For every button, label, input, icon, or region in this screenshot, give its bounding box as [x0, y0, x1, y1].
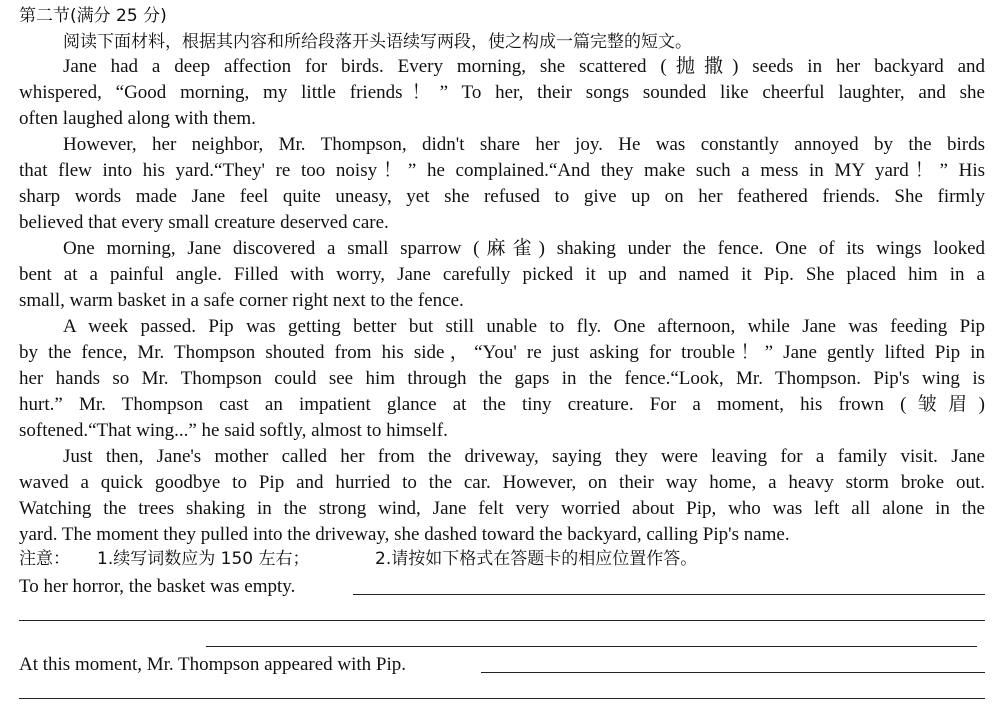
passage-p2-line-1: However, her neighbor, Mr. Thompson, didn't share her joy. He was constantly annoyed by the birds [63, 134, 985, 155]
answer-line-row-3 [19, 626, 985, 652]
prompt-first: To her horror, the basket was empty. [19, 576, 296, 597]
passage-p4-line-5: softened.“That wing...” he said softly, almost to himself. [19, 420, 448, 441]
answer-line-row-4 [19, 652, 985, 678]
passage-p4-line-4: hurt.” Mr. Thompson cast an impatient glance at the tiny creature. For a moment, his frown (皱眉) [19, 394, 985, 415]
answer-line-row-5 [19, 678, 985, 704]
notes-item-2: 2.请按如下格式在答题卡的相应位置作答。 [375, 549, 698, 569]
passage-p5-line-3: Watching the trees shaking in the strong wind, Jane felt very worried about Pip, who was left all alone in the [19, 498, 985, 519]
passage-p2-line-4: believed that every small creature deserved care. [19, 212, 389, 233]
answer-underline-3[interactable] [206, 646, 977, 647]
passage-p3-line-2: bent at a painful angle. Filled with worry, Jane carefully picked it up and named it Pip. She placed him in a [19, 264, 985, 285]
section-title: 第二节(满分 25 分) [19, 6, 167, 26]
passage-p2-line-3: sharp words made Jane feel quite uneasy, yet she refused to give up on her feathered friends. She firmly [19, 186, 985, 207]
answer-line-row-1 [19, 574, 985, 600]
passage-p4-line-3: her hands so Mr. Thompson could see him through the gaps in the fence.“Look, Mr. Thompson. Pip's wing is [19, 368, 985, 389]
passage-p4-line-2: by the fence, Mr. Thompson shouted from his side，“You' re just asking for trouble！” Jane gently lifted Pip in [19, 342, 985, 363]
notes-label: 注意： [19, 549, 70, 569]
answer-underline-1[interactable] [353, 594, 985, 595]
passage-p2-line-2: that flew into his yard.“They' re too noisy！” he complained.“And they make such a mess in MY yard！” His [19, 160, 985, 181]
passage-p1-line-3: often laughed along with them. [19, 108, 256, 129]
answer-line-row-2 [19, 600, 985, 626]
passage-p5-line-4: yard. The moment they pulled into the driveway, she dashed toward the backyard, calling Pip's name. [19, 524, 790, 545]
answer-underline-2[interactable] [19, 620, 985, 621]
passage-p1-line-2: whispered, “Good morning, my little friends！” To her, their songs sounded like cheerful laughter, and she [19, 82, 985, 103]
passage-p5-line-1: Just then, Jane's mother called her from the driveway, saying they were leaving for a family visit. Jane [63, 446, 985, 467]
prompt-second: At this moment, Mr. Thompson appeared with Pip. [19, 654, 407, 675]
passage-p3-line-3: small, warm basket in a safe corner right next to the fence. [19, 290, 464, 311]
answer-underline-5[interactable] [19, 698, 985, 699]
answer-underline-4[interactable] [481, 672, 985, 673]
notes-item-1: 1.续写词数应为 150 左右； [97, 549, 310, 569]
passage-p4-line-1: A week passed. Pip was getting better but still unable to fly. One afternoon, while Jane was feeding Pip [63, 316, 985, 337]
passage-p3-line-1: One morning, Jane discovered a small sparrow (麻雀) shaking under the fence. One of its wings looked [63, 238, 985, 259]
passage-p1-line-1: Jane had a deep affection for birds. Every morning, she scattered (抛撒) seeds in her backyard and [63, 56, 985, 77]
instruction-text: 阅读下面材料，根据其内容和所给段落开头语续写两段，使之构成一篇完整的短文。 [63, 32, 692, 52]
passage-p5-line-2: waved a quick goodbye to Pip and hurried to the car. However, on their way home, a heavy storm broke out. [19, 472, 985, 493]
